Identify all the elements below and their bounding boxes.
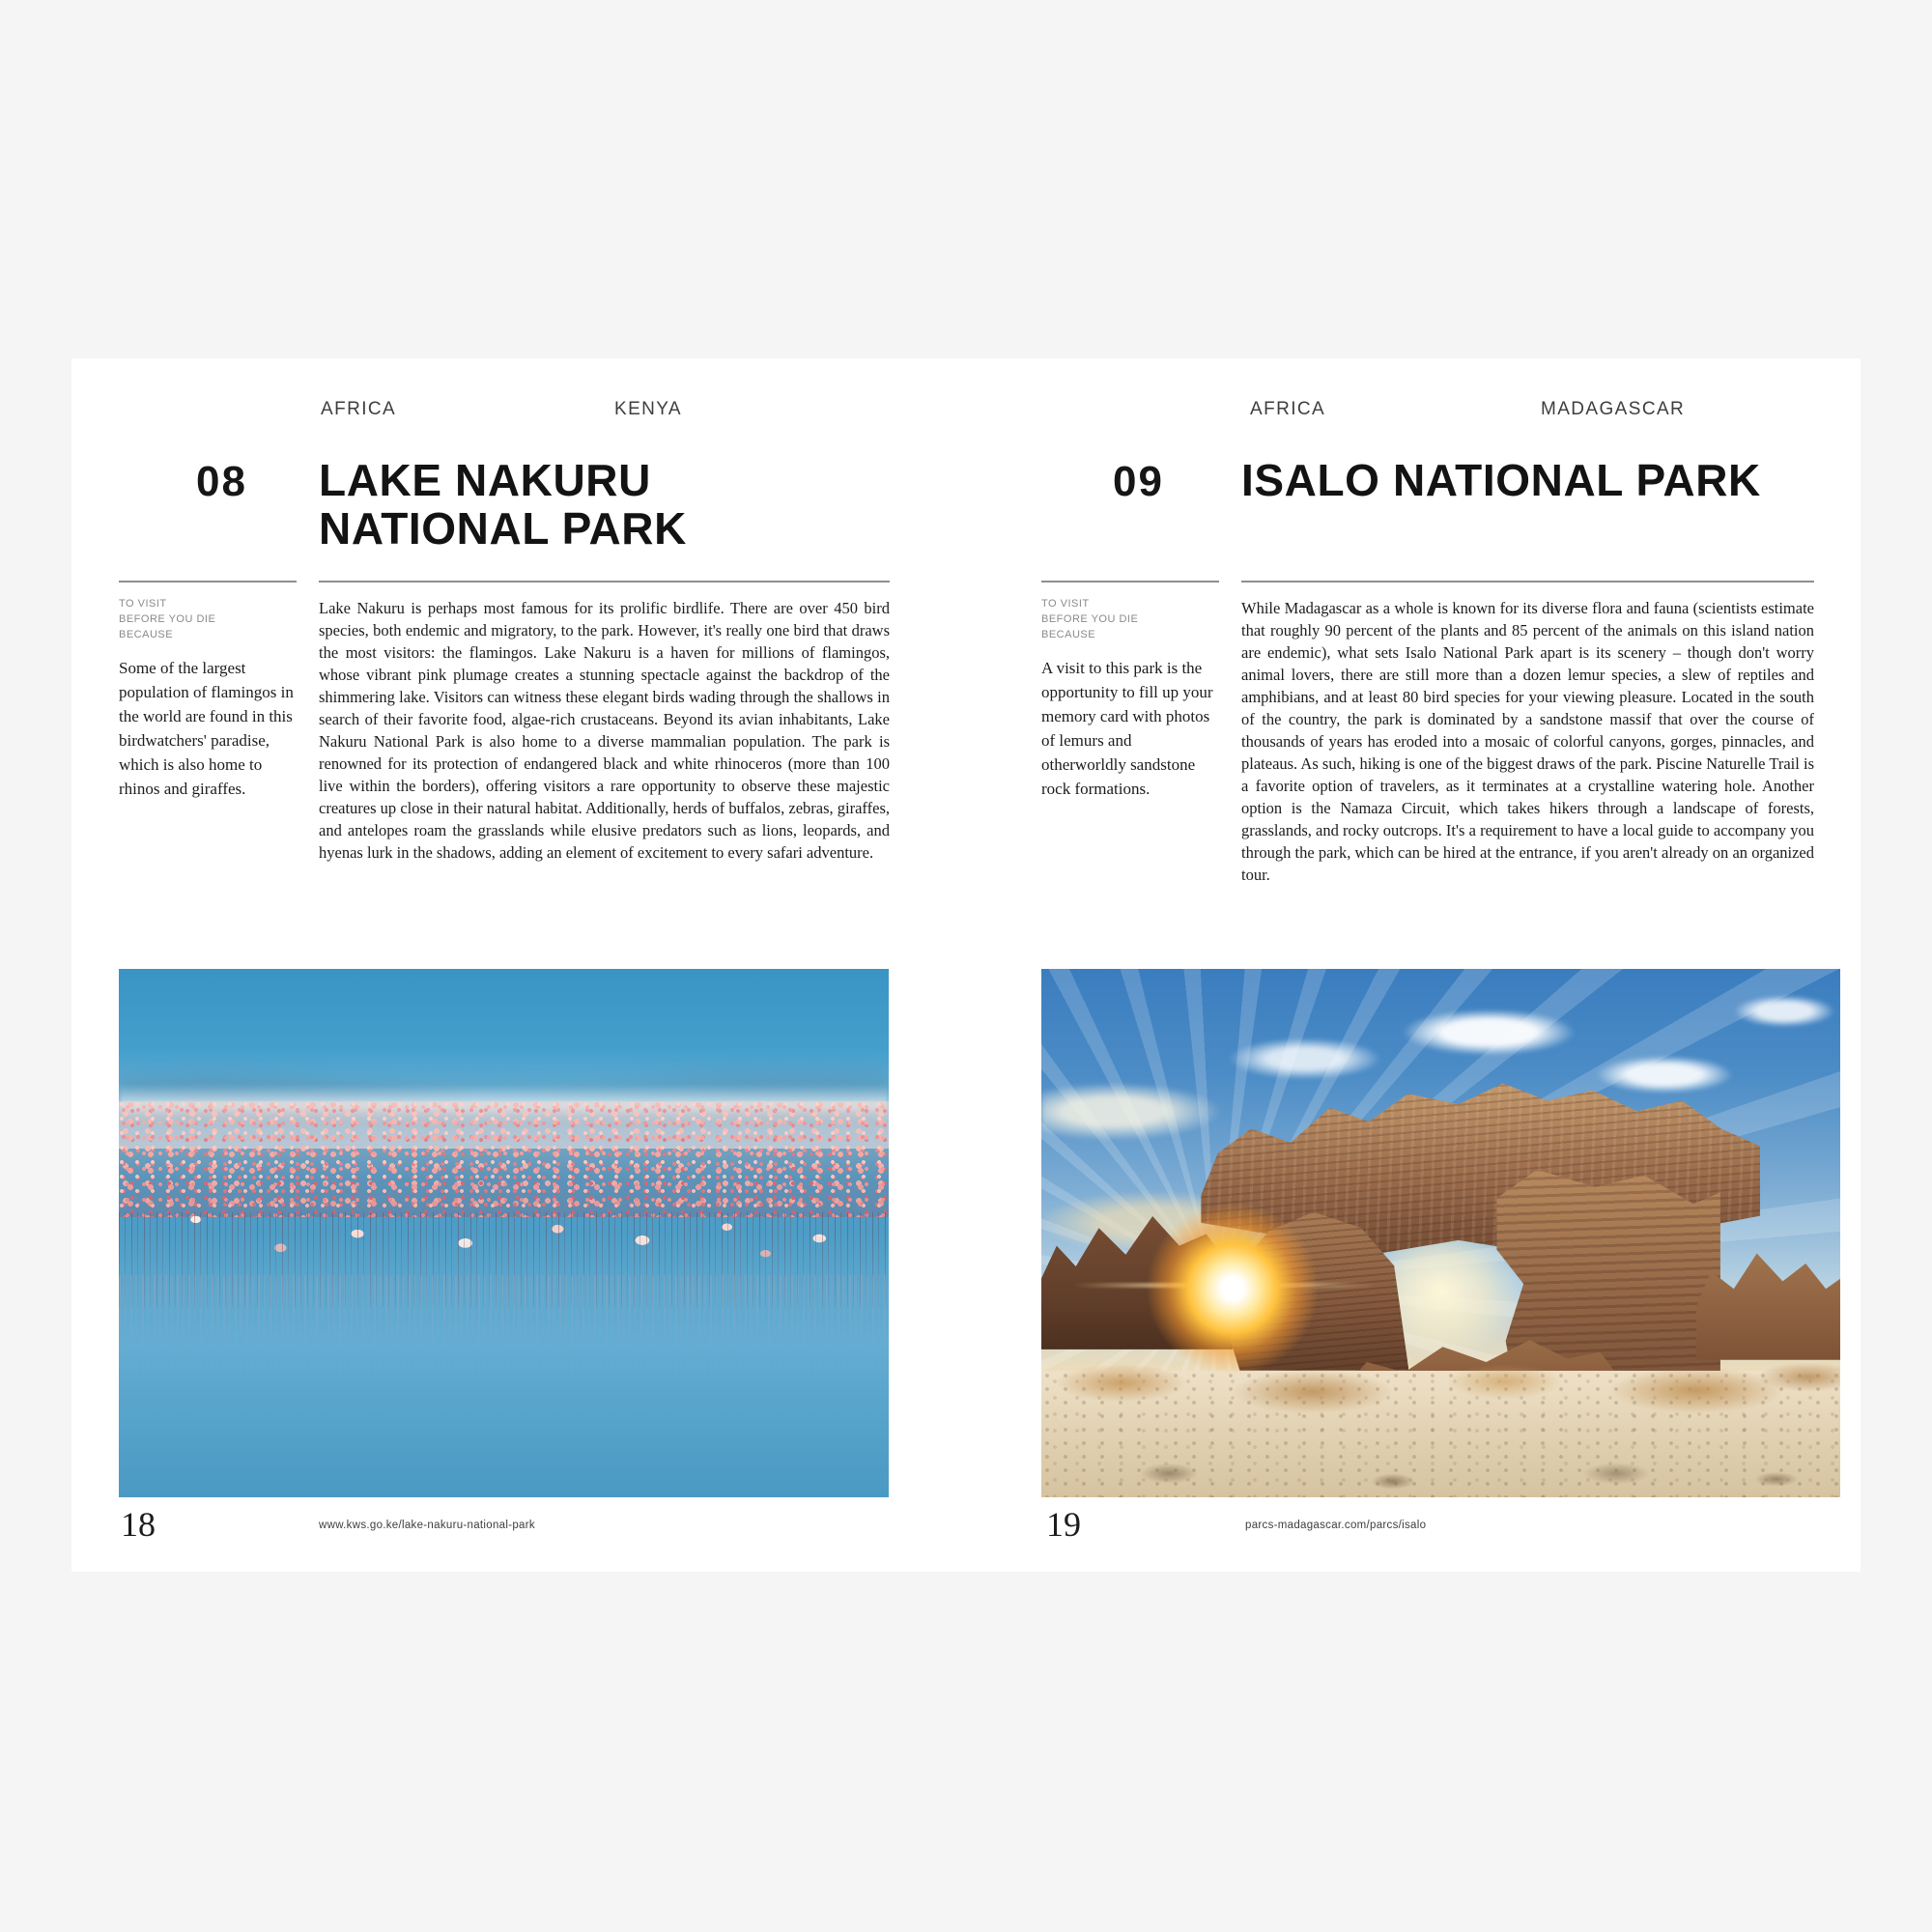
body-divider	[319, 581, 890, 582]
eyebrow-line: BECAUSE	[1041, 629, 1096, 640]
book-spread	[71, 358, 1861, 1572]
region-label: AFRICA	[321, 399, 397, 419]
photo-sun-starburst	[1146, 1202, 1320, 1376]
footer-url: parcs-madagascar.com/parcs/isalo	[1245, 1520, 1427, 1531]
eyebrow-line: BEFORE YOU DIE	[1041, 613, 1139, 625]
sidebar-divider	[1041, 581, 1219, 582]
photo-water-layer	[119, 1234, 889, 1498]
page-number: 19	[1046, 1505, 1081, 1544]
park-title-line-2: NATIONAL PARK	[319, 503, 687, 554]
isalo-rock-arch-photo	[1041, 969, 1840, 1497]
lake-nakuru-flamingos-photo	[119, 969, 889, 1497]
country-label: KENYA	[614, 399, 683, 419]
park-title-line-1: ISALO NATIONAL PARK	[1241, 455, 1761, 505]
page-lake-nakuru	[71, 358, 966, 1572]
sidebar-divider	[119, 581, 297, 582]
photo-foreground-stones-layer	[1041, 1444, 1840, 1497]
park-title	[1241, 456, 1761, 504]
page-isalo	[966, 358, 1861, 1572]
country-label: MADAGASCAR	[1541, 399, 1686, 419]
entry-number: 08	[196, 458, 247, 505]
footer-url: www.kws.go.ke/lake-nakuru-national-park	[319, 1520, 535, 1531]
sidebar-note	[119, 596, 298, 801]
body-divider	[1241, 581, 1814, 582]
page-number: 18	[121, 1505, 156, 1544]
eyebrow-line: BEFORE YOU DIE	[119, 613, 216, 625]
body-text: Lake Nakuru is perhaps most famous for its prolific birdlife. There are over 450 bird species, both endemic and migratory, to the park. However, it's really one bird that draws the most visitors: the flamingos. Lake Nakuru is a haven for millions of flamingos, whose vibrant pink plumage creates a stunning spectacle against the backdrop of the shimmering lake. Visitors can witness these elegant birds wading through the shallows in search of their favorite food, algae-rich crustaceans. Beyond its avian inhabitants, Lake Nakuru National Park is also home to a diverse mammalian population. The park is renowned for its protection of endangered black and white rhinoceros (more than 100 live within the borders), offering visitors a rare opportunity to observe these majestic creatures up close in their natural habitat. Additionally, herds of buffalos, zebras, giraffes, and antelopes roam the grasslands while elusive predators such as lions, leopards, and hyenas lurk in the shadows, adding an element of excitement to every safari adventure.	[319, 599, 890, 862]
eyebrow-line: TO VISIT	[119, 598, 167, 610]
eyebrow-line: BECAUSE	[119, 629, 174, 640]
sidebar-text: A visit to this park is the opportunity to fill up your memory card with photos of lemurs and otherworldly sandstone rock formations.	[1041, 659, 1213, 798]
region-label: AFRICA	[1250, 399, 1326, 419]
sidebar-eyebrow	[1041, 596, 1220, 642]
sidebar-eyebrow	[119, 596, 298, 642]
park-title	[319, 456, 687, 553]
body-text: While Madagascar as a whole is known for its diverse flora and fauna (scientists estimate that roughly 90 percent of the plants and 85 percent of the animals on this island nation are endemic), what sets Isalo National Park apart is its scenery – though don't worry animal lovers, there are still more than a dozen lemur species, a slew of reptiles and amphibians, and at least 80 bird species for your viewing pleasure. Located in the south of the country, the park is dominated by a sandstone massif that over the course of thousands of years has eroded into a mosaic of colorful canyons, gorges, pinnacles, and plateaus. As such, hiking is one of the biggest draws of the park. Piscine Naturelle Trail is a favorite option of travelers, as it terminates at a crystalline watering hole. Another option is the Namaza Circuit, which takes hikers through a landscape of forests, grasslands, and rocky outcrops. It's a requirement to have a local guide to accompany you through the park, which can be hired at the entrance, if you aren't already on an organized tour.	[1241, 599, 1814, 884]
sidebar-note	[1041, 596, 1220, 801]
sidebar-text: Some of the largest population of flamingos in the world are found in this birdwatchers' paradise, which is also home to rhinos and giraffes.	[119, 659, 294, 798]
park-title-line-1: LAKE NAKURU	[319, 455, 651, 505]
eyebrow-line: TO VISIT	[1041, 598, 1090, 610]
entry-number: 09	[1113, 458, 1164, 505]
